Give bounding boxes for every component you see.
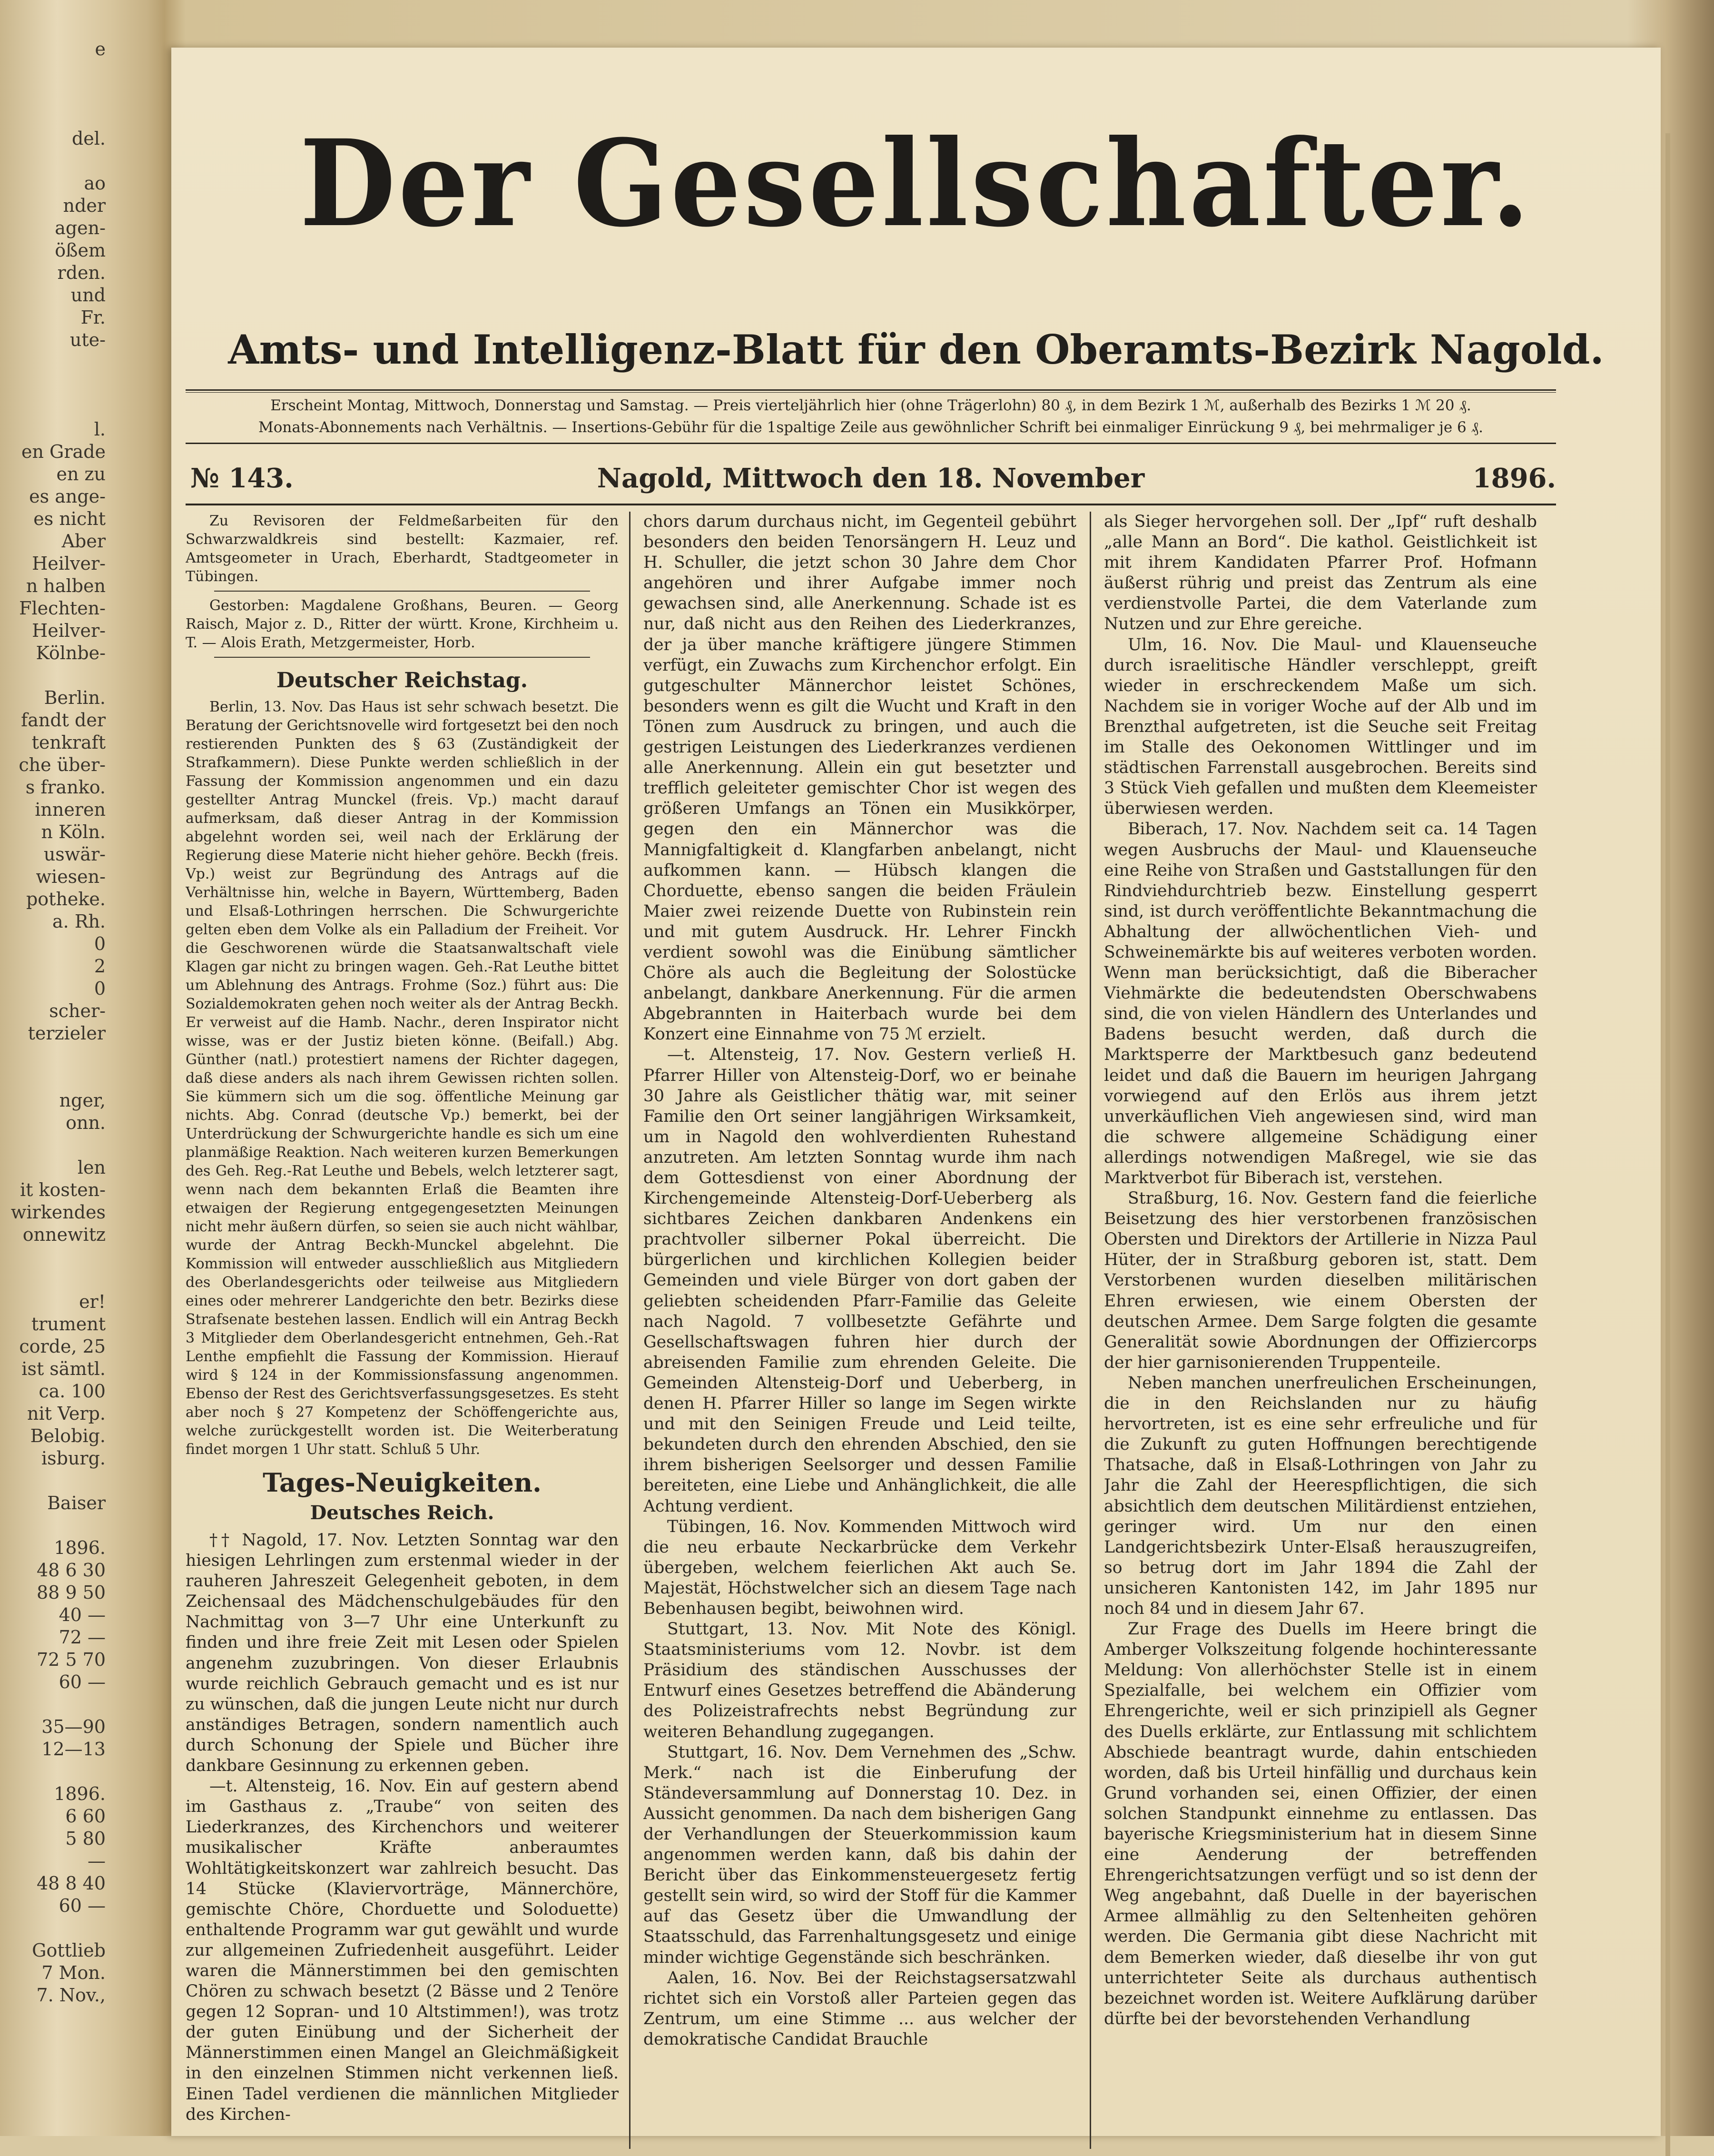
left-page-line — [0, 105, 109, 128]
left-page-line: und — [70, 285, 106, 306]
left-page-line: Heilver- — [32, 620, 106, 641]
left-page-line: Gottlieb — [32, 1940, 106, 1961]
column-divider-2 — [1090, 512, 1091, 2149]
left-page-line: nger, — [59, 1090, 106, 1111]
left-page-line: en zu — [56, 464, 106, 485]
left-page-line: ca. 100 — [39, 1381, 106, 1402]
left-page-line — [0, 1268, 109, 1291]
left-page-line: en Grade — [21, 441, 106, 462]
left-page-line: 12—13 — [41, 1739, 106, 1760]
left-page-line: it kosten- — [20, 1179, 106, 1200]
left-page-line: Berlin. — [44, 687, 106, 708]
left-page-line: terzieler — [28, 1023, 106, 1044]
issue-year: 1896. — [1472, 463, 1556, 494]
article-altensteig-concert: —t. Altensteig, 16. Nov. Ein auf gestern abend im Gasthaus z. „Traube“ von seiten des Liederkranzes, des Kirchenchors und weiterer musikalischer Kräfte anberaumtes Wohltätigkeitskonzert war zahlreich besucht. Das 14 Stücke (Klaviervorträge, Männerchöre, gemischte Chöre, Chorduette und Soloduette) enthaltende Programm war gut gewählt und wurde zur allgemeinen Zufriedenheit ausgeführt. Leider waren die Männerstimmen bei den gemischten Chören zu schwach besetzt (2 Bässe und 2 Tenöre gegen 12 Sopran- und 10 Altstimmen!), was trotz der guten Einübung und der Sicherheit der Männerstimmen einen Mangel an Gleichmäßigkeit in den einzelnen Stimmen nicht verkennen ließ. Einen Tadel verdienen die männlichen Mitglieder des Kirchen- — [186, 1777, 619, 2124]
left-page-line: n halben — [26, 575, 106, 596]
left-page-line — [0, 1134, 109, 1157]
left-page-line: fandt der — [21, 710, 106, 731]
notice-deaths: Gestorben: Magdalene Großhans, Beuren. — Georg Raisch, Major z. D., Ritter der württ. Krone, Kirchheim u. T. — Alois Erath, Metzgermeister, Horb. — [186, 597, 619, 651]
article-tuebingen: Tübingen, 16. Nov. Kommenden Mittwoch wird die neu erbaute Neckarbrücke dem Verkehr übergeben, welchem feierlichen Akt auch Se. Majestät, Höchstwelcher sich an diesem Tage nach Bebenhausen begibt, beiwohnen wird. — [643, 1517, 1076, 1618]
rule-top-thin — [186, 392, 1556, 393]
left-page-line — [0, 396, 109, 418]
left-page-line: wiesen- — [36, 866, 106, 887]
left-page-line: Aber — [61, 531, 106, 552]
left-page-line: scher- — [49, 1000, 106, 1021]
left-page-line: er! — [79, 1291, 106, 1312]
left-page-fragment — [0, 38, 109, 2127]
left-page-line: ute- — [69, 329, 106, 350]
left-page-line: ao — [84, 173, 106, 194]
left-page-line: es ange- — [29, 486, 106, 507]
left-page-line: 7 Mon. — [41, 1962, 106, 1983]
left-page-line — [0, 60, 109, 83]
left-page-line — [0, 150, 109, 172]
article-elsass: Neben manchen unerfreulichen Erscheinungen, die in den Reichslanden nur zu häufig hervortreten, ist es eine sehr erfreuliche und für die Zukunft zu guten Hoffnungen berechtigende Thatsache, daß in Elsaß-Lothringen von Jahr zu Jahr die Zahl der Heerespflichtigen, die sich absichtlich dem deutschen Militärdienst entziehen, geringer wird. Um nur den einen Landgerichtsbezirk Unter-Elsaß herauszugreifen, so betrug dort im Jahr 1894 die Zahl der unsicheren Kantonisten 142, im Jahr 1895 nur noch 84 und in diesem Jahr 67. — [1104, 1373, 1537, 1618]
left-page-line: 2 — [94, 956, 106, 977]
left-page-line: onn. — [66, 1112, 106, 1133]
column-2 — [643, 512, 1076, 2149]
left-page-line: rden. — [57, 262, 106, 283]
left-page-line: 1896. — [54, 1783, 106, 1804]
left-page-line: che über- — [19, 754, 106, 775]
article-aalen-continued: als Sieger hervorgehen soll. Der „Ipf“ ruft deshalb „alle Mann an Bord“. Die kathol. Geistlichkeit ist mit ihrem Kandidaten Pfarrer Prof. Hofmann äußerst rührig und preist das Zentrum als eine verdienstvolle Partei, die dem Vaterlande zum Nutzen und zur Ehre gereiche. — [1104, 512, 1537, 634]
left-page-line: Baiser — [47, 1493, 106, 1513]
left-page-line: 48 6 30 — [36, 1560, 106, 1581]
left-page-line — [0, 374, 109, 396]
masthead-subtitle: Amts- und Intelligenz-Blatt für den Oberamts-Bezirk Nagold. — [228, 326, 1604, 373]
left-page-line: 5 80 — [65, 1828, 106, 1849]
section-heading-reichstag: Deutscher Reichstag. — [276, 668, 528, 692]
left-page-line — [0, 1693, 109, 1716]
left-page-line: l. — [94, 419, 106, 440]
left-page-line: del. — [71, 128, 106, 149]
article-stuttgart-16: Stuttgart, 16. Nov. Dem Vernehmen des „Schw. Merk.“ nach ist die Einberufung der Ständeversammlung auf Donnerstag 10. Dez. in Aussicht genommen. Da nach dem bisherigen Gang der Verhandlungen der Steuerkommission kaum angenommen werden kann, daß bis dahin der Bericht über das Einkommensteuergesetz fertig gestellt sein wird, so wird der Stoff für die Kammer auf das Gesetz über die Umwandlung der Staatsschuld, das Farrenhaltungsgesetz und einige minder wichtige Gegenstände sich beschränken. — [643, 1742, 1076, 1967]
left-page-line: nder — [63, 195, 106, 216]
left-page-line: wirkendes — [10, 1202, 106, 1223]
left-page-line: potheke. — [26, 889, 106, 910]
left-page-line — [0, 1067, 109, 1089]
divider — [214, 591, 590, 592]
left-page-line — [0, 1760, 109, 1783]
left-page-line: Heilver- — [32, 553, 106, 574]
left-page-line: 6 60 — [65, 1806, 106, 1827]
left-page-line: 88 9 50 — [36, 1582, 106, 1603]
left-page-line: tenkraft — [31, 732, 106, 753]
column-1 — [186, 512, 619, 2149]
article-concert-continued: chors darum durchaus nicht, im Gegenteil gebührt besonders den beiden Tenorsängern H. Leuz und H. Schuller, die jetzt schon 30 Jahre dem Chor angehören und ihrer Aufgabe immer noch gewachsen sind, alle Anerkennung. Schade ist es nur, daß nicht aus den Reihen des Liederkranzes, der ja über manche kräftigere jüngere Stimmen verfügt, ein Zuwachs zum Kirchenchor erfolgt. Ein gutgeschulter Männerchor leistet Schönes, besonders wenn es gilt die Wucht und Kraft in den Tönen zum Ausdruck zu bringen, und auch die gestrigen Leistungen des Liederkranzes verdienen alle Anerkennung. Allein ein gut besetzter und trefflich geleiteter gemischter Chor ist wegen des größeren Umfangs an Tönen ein Musikkörper, gegen den ein Männerchor was die Mannigfaltigkeit d. Klangfarben anbelangt, nicht aufkommen kann. — Hübsch klangen die Chorduette, ebenso sangen die beiden Fräulein Maier zwei reizende Duette von Rubinstein rein und mit gutem Ausdruck. Hr. Lehrer Finckh verdient sowohl was die Einübung sämtlicher Chöre als auch die Begleitung der Solostücke anbelangt, dankbare Anerkennung. Für die armen Abgebrannten in Haiterbach wurde bei dem Konzert eine Einnahme von 75 ℳ erzielt. — [643, 512, 1076, 1044]
left-page-line: inneren — [35, 799, 106, 820]
left-page-line — [0, 1045, 109, 1067]
left-page-line — [0, 351, 109, 374]
article-stuttgart-13: Stuttgart, 13. Nov. Mit Note des Königl. Staatsministeriums vom 12. Novbr. ist dem Präsidium des ständischen Ausschusses der Entwurf eines Gesetzes betreffend die Abänderung des Polizeistrafrechts nebst Begründung zur weiteren Behandlung zugegangen. — [643, 1620, 1076, 1741]
section-heading-news: Tages-Neuigkeiten. — [263, 1467, 542, 1498]
left-page-line: ößem — [55, 240, 106, 261]
left-page-line — [0, 1514, 109, 1537]
column-3 — [1104, 512, 1537, 2149]
rule-top — [186, 389, 1556, 391]
left-page-line: 72 — — [59, 1627, 106, 1648]
left-page-line: isburg. — [41, 1448, 106, 1469]
article-biberach: Biberach, 17. Nov. Nachdem seit ca. 14 Tagen wegen Ausbruchs der Maul- und Klauenseuche eine Reihe von Straßen und Gaststallungen für den Rindviehdurchtrieb bezw. Einstellung gesperrt sind, ist durch veröffentlichte Bekanntmachung die Abhaltung der allwöchentlichen Vieh- und Schweinemärkte bis auf weiteres verboten worden. Wenn man berücksichtigt, daß die Biberacher Viehmärkte die bedeutendsten Oberschwabens sind, die von vielen Händlern des Unterlandes und Badens besucht werden, daß durch die Marktsperre der Marktbesuch ganz bedeutend leidet und daß die Bauern im heurigen Jahrgang vorwiegend auf den Erlös aus ihrem jetzt unverkäuflichen Vieh angewiesen sind, wird man die schwere allgemeine Schädigung einer allerdings notwendigen Maßregel, wie sie das Marktverbot für Biberach ist, verstehen. — [1104, 820, 1537, 1187]
article-reichstag: Berlin, 13. Nov. Das Haus ist sehr schwach besetzt. Die Beratung der Gerichtsnovelle wird fortgesetzt bei den noch restierenden Punkten des § 63 (Zuständigkeit der Strafkammern). Diese Punkte werden schließlich in der Fassung der Kommission angenommen und ein dazu gestellter Antrag Munckel (freis. Vp.) macht darauf aufmerksam, daß dieser Antrag in der Kommission abgelehnt worden sei, weil nach der Erklärung der Regierung diese Materie nicht hieher gehöre. Beckh (freis. Vp.) weist zur Begründung des Antrags auf die Verhältnisse hin, welche in Bayern, Württemberg, Baden und Elsaß-Lothringen herrschen. Die Schwurgerichte gelten eben dem Volke als ein Palladium der Freiheit. Vor die Geschworenen würde die Staatsanwaltschaft viele Klagen gar nicht zu bringen wagen. Geh.-Rat Leuthe bittet um Ablehnung des Antrags. Frohme (Soz.) führt aus: Die Sozialdemokraten gehen noch weiter als der Antrag Beckh. Er verweist auf die Hamb. Nachr., deren Inspirator nicht wisse, was er der Justiz bieten könne. (Beifall.) Abg. Günther (natl.) protestiert namens der Richter dagegen, daß diese anders als nach ihrem Gewissen richten sollen. Sie kümmern sich um die sog. öffentliche Meinung gar nichts. Abg. Conrad (deutsche Vp.) bemerkt, bei der Unterdrückung der Schwurgerichte handle es sich um eine planmäßige Reaktion. Nach weiteren kurzen Bemerkungen des Geh. Reg.-Rat Leuthe und Bebels, welch letzterer sagt, wenn nach dem bekannten Erlaß die Beamten ihre etwaigen der Regierung entgegengesetzten Meinungen nicht mehr äußern dürfen, so seien sie auch nicht wählbar, wurde der Antrag Beckh-Munckel abgelehnt. Die Kommission will entweder ausschließlich aus Mitgliedern des Oberlandesgerichts oder teilweise aus Mitgliedern eines oder mehrerer Landgerichte den betr. Bezirks diese Strafsenate bestehen lassen. Endlich will ein Antrag Beckh 3 Mitglieder dem Oberlandesgericht entnehmen, Geh.-Rat Lenthe empfiehlt die Fassung der Kommission. Hierauf wird § 124 in der Kommissionsfassung angenommen. Ebenso der Rest des Gerichtsverfassungsgesetzes. Es steht aber noch § 27 Kompetenz der Schöffengerichte aus, welche zurückgestellt worden ist. Die Weiterberatung findet morgen 1 Uhr statt. Schluß 5 Uhr. — [186, 699, 619, 1458]
left-page-line — [0, 1246, 109, 1268]
article-ulm: Ulm, 16. Nov. Die Maul- und Klauenseuche durch israelitische Händler verschleppt, greift wieder in erschreckendem Maße um sich. Nachdem sie in voriger Woche auf der Alb und im Brenzthal aufgetreten, ist die Seuche seit Freitag im Stalle des Oekonomen Wittlinger und im städtischen Farrenstall ausgebrochen. Bereits sind 3 Stück Vieh gefallen und mußten dem Kleemeister überwiesen werden. — [1104, 635, 1537, 819]
left-page-line: agen- — [55, 218, 106, 238]
section-heading-reich: Deutsches Reich. — [310, 1502, 494, 1524]
page-edge — [1665, 133, 1670, 2156]
left-page-line — [0, 664, 109, 687]
place-date: Nagold, Mittwoch den 18. November — [597, 463, 1145, 494]
left-page-line: 60 — — [59, 1895, 106, 1916]
left-page-line: Flechten- — [19, 598, 106, 619]
subscription-info-line1: Erscheint Montag, Mittwoch, Donnerstag und Samstag. — Preis vierteljährlich hier (ohne Trägerlohn) 80 ₰, in dem Bezirk 1 ℳ, außerhalb des Bezirks 1 ℳ 20 ₰. — [270, 397, 1471, 414]
article-aalen: Aalen, 16. Nov. Bei der Reichstagsersatzwahl richtet sich ein Vorstoß aller Parteien gegen das Zentrum, um eine Stimme ... aus welcher der demokratische Candidat Brauchle — [643, 1968, 1076, 2049]
left-page-line: len — [77, 1157, 106, 1178]
left-page-line — [0, 83, 109, 105]
left-page-line: e — [95, 39, 106, 59]
left-page-line: 7. Nov., — [36, 1985, 106, 2006]
left-page-line: 72 5 70 — [36, 1649, 106, 1670]
article-altensteig-pastor: —t. Altensteig, 17. Nov. Gestern verließ H. Pfarrer Hiller von Altensteig-Dorf, wo er beinahe 30 Jahre als Geistlicher thätig war, mit seiner Familie den Ort seiner langjährigen Wirksamkeit, um in Nagold den wohlverdienten Ruhestand anzutreten. Am letzten Sonntag wurde ihm nach dem Gottesdienst von einer Abordnung der Kirchengemeinde Altensteig-Dorf-Ueberberg als sichtbares Zeichen dankbaren Andenkens ein prachtvoller silberner Pokal überreicht. Die bürgerlichen und kirchlichen Kollegien beider Gemeinden und viele Bürger von dort gaben der geliebten scheidenden Pfarr-Familie das Geleite nach Nagold. 7 vollbesetzte Gefährte und Gesellschaftswagen fuhren hier durch der abreisenden Familie zum ehrenden Geleite. Die Gemeinden Altensteig-Dorf und Ueberberg, in denen H. Pfarrer Hiller so lange im Segen wirkte und mit den Seinigen Freude und Leid teilte, bekundeten durch den ehrenden Abschied, den sie ihrem bisherigen Seelsorger und dessen Familie bereiteten, eine Liebe und Anhänglichkeit, die alle Achtung verdient. — [643, 1045, 1076, 1516]
column-divider-1 — [629, 512, 630, 2149]
left-page-line: 40 — — [59, 1604, 106, 1625]
left-page-line: 48 8 40 — [36, 1873, 106, 1894]
article-nagold: †† Nagold, 17. Nov. Letzten Sonntag war den hiesigen Lehrlingen zum erstenmal wieder in der rauheren Jahreszeit Gelegenheit geboten, in dem Zeichensaal des Mädchenschulgebäudes für den Nachmittag von 3—7 Uhr eine Unterkunft zu finden und ihre freie Zeit mit Lesen oder Spielen angenehm zuzubringen. Von dieser Erlaubnis wurde reichlich Gebrauch gemacht und es ist nur zu wünschen, daß die jungen Leute nicht nur durch anständiges Betragen, sondern namentlich auch durch Schonung der Spiele und Bücher ihre dankbare Gesinnung zu erkennen geben. — [186, 1531, 619, 1776]
left-page-line — [0, 1470, 109, 1492]
masthead-title: Der Gesellschafter. — [299, 113, 1533, 253]
left-page-line: 60 — — [59, 1671, 106, 1692]
left-page-line: 35—90 — [41, 1716, 106, 1737]
left-page-line: s franko. — [25, 777, 106, 798]
left-page-line: 0 — [94, 933, 106, 954]
notice-revisors: Zu Revisoren der Feldmeßarbeiten für den Schwarzwaldkreis sind bestellt: Kazmaier, ref. Amtsgeometer in Urach, Eberhardt, Stadtgeometer in Tübingen. — [186, 513, 619, 585]
left-page-line: uswär- — [43, 844, 106, 865]
newspaper-page — [171, 48, 1661, 2136]
left-page-line: Belobig. — [30, 1425, 106, 1446]
left-page-line: a. Rh. — [52, 911, 106, 932]
article-strassburg: Straßburg, 16. Nov. Gestern fand die feierliche Beisetzung des hier verstorbenen französischen Obersten und Direktors der Artillerie in Nizza Paul Hüter, der in Straßburg geboren ist, statt. Dem Verstorbenen wurden dieselben militärischen Ehren erwiesen, wie einem Obersten der deutschen Armee. Dem Sarge folgten die gesamte Generalität sowie Abordnungen der Offiziercorps der hier garnisonierenden Truppenteile. — [1104, 1189, 1537, 1372]
divider — [214, 657, 590, 658]
left-page-line: Kölnbe- — [36, 643, 106, 663]
left-page-line: corde, 25 — [19, 1336, 106, 1357]
rule-dateline-bottom — [186, 504, 1556, 505]
rule-info-bottom — [186, 443, 1556, 444]
left-page-line: ist sämtl. — [21, 1358, 106, 1379]
left-page-line: 1896. — [54, 1537, 106, 1558]
left-page-line: Fr. — [80, 307, 106, 328]
left-page-line: trument — [31, 1314, 106, 1335]
left-page-line: es nicht — [33, 508, 106, 529]
left-page-line — [0, 1917, 109, 1939]
subscription-info-line2: Monats-Abonnements nach Verhältnis. — Insertions-Gebühr für die 1spaltige Zeile aus gewöhnlicher Schrift bei einmaliger Einrückung 9 ₰, bei mehrmaliger je 6 ₰. — [258, 419, 1483, 436]
left-page-line: nit Verp. — [27, 1403, 106, 1424]
left-page-line: n Köln. — [41, 821, 106, 842]
left-page-line: onnewitz — [22, 1224, 106, 1245]
article-duell: Zur Frage des Duells im Heere bringt die Amberger Volkszeitung folgende hochinteressante Meldung: Von allerhöchster Stelle ist in einem Spezialfalle, bei welchem ein Offizier vom Ehrengerichte, weil er sich prinzipiell als Gegner des Duells erklärte, zur Entlassung mit schlichtem Abschiede beantragt wurde, dahin entschieden worden, daß bis Urteil hinfällig und durchaus kein Grund vorhanden sei, einen Offizier, der einen solchen Standpunkt einnehme zu entlassen. Das bayerische Kriegsministerium hat in diesem Sinne eine Aenderung der betreffenden Ehrengerichtsatzungen verfügt und so ist denn der Weg angebahnt, daß Duelle in der bayerischen Armee allmählig zu den Seltenheiten gehören werden. Die Germania gibt diese Nachricht mit dem Bemerken wieder, daß dieselbe ihr von gut unterrichteter Seite als durchaus authentisch bezeichnet worden ist. Weitere Aufklärung darüber dürfte bei der bevorstehenden Verhandlung — [1104, 1620, 1537, 2028]
dateline — [186, 457, 1556, 500]
issue-number: № 143. — [190, 463, 294, 494]
left-page-line: — — [88, 1850, 106, 1871]
left-page-line: 0 — [94, 978, 106, 999]
